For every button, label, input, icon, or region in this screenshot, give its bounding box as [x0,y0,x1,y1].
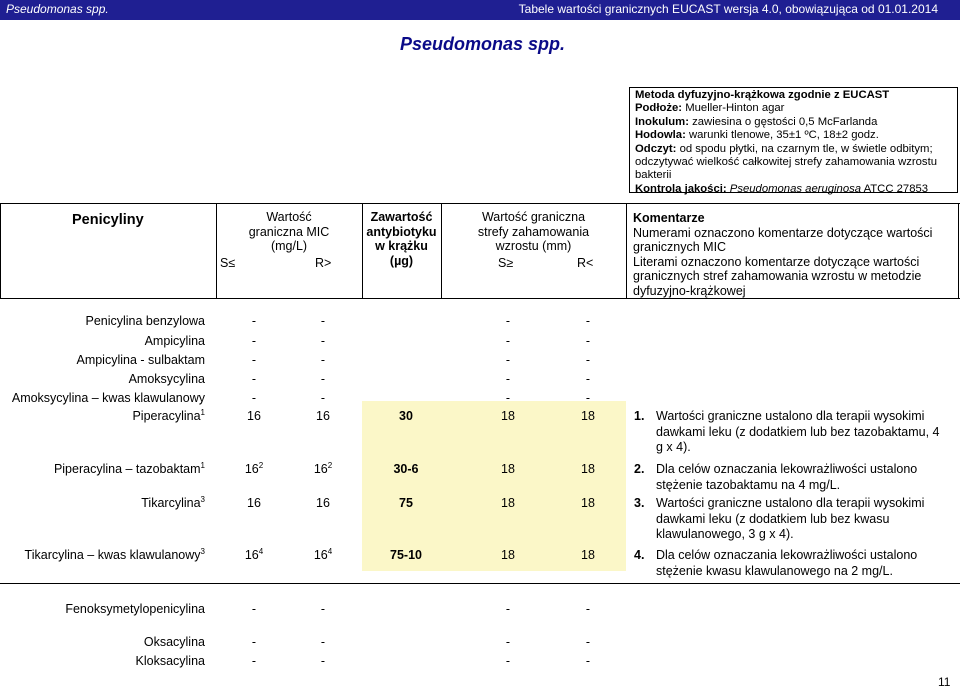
zone-r-value: - [585,353,591,367]
antibiotic-name: Piperacylina – tazobaktam$^1$ [53,460,205,476]
table-right-border [958,203,959,299]
zone-s-value: - [505,391,511,405]
mic-r-value: - [320,314,326,328]
mic-r-value: - [320,353,326,367]
comment-text: Dla celów oznaczania lekowrażliwości ustalono stężenie tazobaktamu na 4 mg/L. [656,462,918,492]
zone-header: Wartość graniczna strefy zahamowania wzrostu (mm) [477,210,590,253]
antibiotic-name: Penicylina benzylowa [85,314,205,328]
zone-r-value: - [585,314,591,328]
antibiotic-name: Piperacylina$^1$ [132,407,205,423]
method-medium: Podłoże: Mueller-Hinton agar [635,102,785,115]
antibiotic-name: Ampicylina [144,334,205,348]
section-divider [0,583,960,584]
mic-r-value: $16^4$ [313,546,333,562]
zone-s-value: - [505,372,511,386]
mic-s-value: - [251,353,257,367]
method-box [629,87,958,193]
mic-r-value: - [320,654,326,668]
comment-text: Wartości graniczne ustalono dla terapii wysokimi dawkami leku (z dodatkiem lub bez kwasu klawulanowego, 3 g x 4). [656,496,925,541]
method-inoculum: Inokulum: zawiesina o gęstości 0,5 McFarlanda [635,115,878,128]
mic-r-value: - [320,372,326,386]
antibiotic-name: Tikarcylina – kwas klawulanowy$^3$ [24,546,205,562]
comment-number: 2. [634,462,645,476]
zone-s-value: - [505,602,511,616]
col-divider-comment [626,203,627,299]
table-left-border [0,203,1,299]
antibiotic-name: Amoksycylina [128,372,205,386]
disk-content-value: 75 [399,496,413,510]
comment-number: 4. [634,548,645,562]
page-header [0,0,960,20]
comment-item [634,548,952,579]
zone-s-value: - [505,654,511,668]
mic-s-value: 16 [247,409,261,423]
mic-s-value: 16 [247,496,261,510]
antibiotic-name: Amoksycylina – kwas klawulanowy [11,391,205,405]
zone-r-value: - [585,372,591,386]
page-title: Pseudomonas spp. [400,34,566,54]
mic-s-value: - [251,314,257,328]
mic-r-value: 16 [316,409,330,423]
zone-s-value: 18 [501,548,515,562]
zone-r-value: 18 [581,409,595,423]
zone-s-value: - [505,314,511,328]
zone-r-value: 18 [581,496,595,510]
mic-r-value: - [320,391,326,405]
mic-s-header: S≤ [220,256,236,270]
mic-header: Wartość graniczna MIC (mg/L) [248,210,330,253]
mic-s-value: $16^2$ [244,460,264,476]
zone-r-value: - [585,391,591,405]
zone-s-header: S≥ [498,256,514,270]
antibiotic-name: Fenoksymetylopenicylina [65,602,205,616]
header-bottom-border [0,298,960,299]
zone-shading [362,401,626,571]
zone-r-value: - [585,654,591,668]
comments-header: Komentarze Numerami oznaczono komentarze dotyczące wartości granicznych MIC Literami oznaczono komentarze dotyczące wartości granicznych stref zahamowania wzrostu w metodzie dyfuzyjno-krążkowej [633,211,933,298]
mic-s-value: - [251,602,257,616]
disk-content-value: 30 [399,409,413,423]
table-top-border [0,203,960,204]
comment-text: Dla celów oznaczania lekowrażliwości ustalono stężenie kwasu klawulanowego na 2 mg/L. [656,548,918,578]
mic-s-value: - [251,635,257,649]
disk-content-value: 30-6 [393,462,419,476]
mic-s-value: - [251,391,257,405]
comment-item [634,496,952,543]
zone-s-value: 18 [501,409,515,423]
mic-s-value: - [251,654,257,668]
header-document-title: Tabele wartości granicznych EUCAST wersja 4.0, obowiązująca od 01.01.2014 [518,2,938,16]
antibiotic-name: Tikarcylina$^3$ [141,494,205,510]
header-organism: Pseudomonas spp. [6,2,109,16]
antibiotic-name: Oksacylina [143,635,205,649]
mic-r-value: 16 [316,496,330,510]
zone-s-value: - [505,334,511,348]
mic-r-value: $16^2$ [313,460,333,476]
mic-r-value: - [320,602,326,616]
page-number: 11 [938,675,951,687]
comment-number: 3. [634,496,645,510]
mic-r-value: - [320,334,326,348]
mic-r-header: R> [315,256,332,270]
zone-s-value: - [505,635,511,649]
zone-s-value: 18 [501,496,515,510]
mic-s-value: - [251,334,257,348]
comment-text: Wartości graniczne ustalono dla terapii wysokimi dawkami leku (z dodatkiem lub bez tazobaktamu, 4 g x 4). [656,409,940,454]
comment-number: 1. [634,409,645,423]
mic-s-value: - [251,372,257,386]
zone-s-value: - [505,353,511,367]
comment-item [634,409,952,456]
zone-s-value: 18 [501,462,515,476]
method-qc: Kontrola jakości: Pseudomonas aeruginosa ATCC 27853 [635,182,929,195]
zone-r-header: R< [577,256,594,270]
zone-r-value: - [585,635,591,649]
antibiotic-name: Ampicylina - sulbaktam [76,353,205,367]
method-reading: Odczyt: od spodu płytki, na czarnym tle, w świetle odbitym; odczytywać wielkość całkowitej strefy zahamowania wzrostu bakterii [635,142,937,182]
zone-r-value: 18 [581,548,595,562]
disk-header: Zawartość antybiotyku w krążku (µg) [366,210,437,268]
antibiotic-name: Kloksacylina [135,654,205,668]
comment-item [634,462,952,493]
zone-r-value: - [585,334,591,348]
disk-content-value: 75-10 [390,548,422,562]
zone-r-value: - [585,602,591,616]
method-incubation: Hodowla: warunki tlenowe, 35±1 ºC, 18±2 godz. [635,129,879,142]
mic-s-value: $16^4$ [244,546,264,562]
method-title: Metoda dyfuzyjno-krążkowa zgodnie z EUCAST [635,89,890,101]
zone-r-value: 18 [581,462,595,476]
mic-r-value: - [320,635,326,649]
section-title: Penicyliny [72,212,144,228]
